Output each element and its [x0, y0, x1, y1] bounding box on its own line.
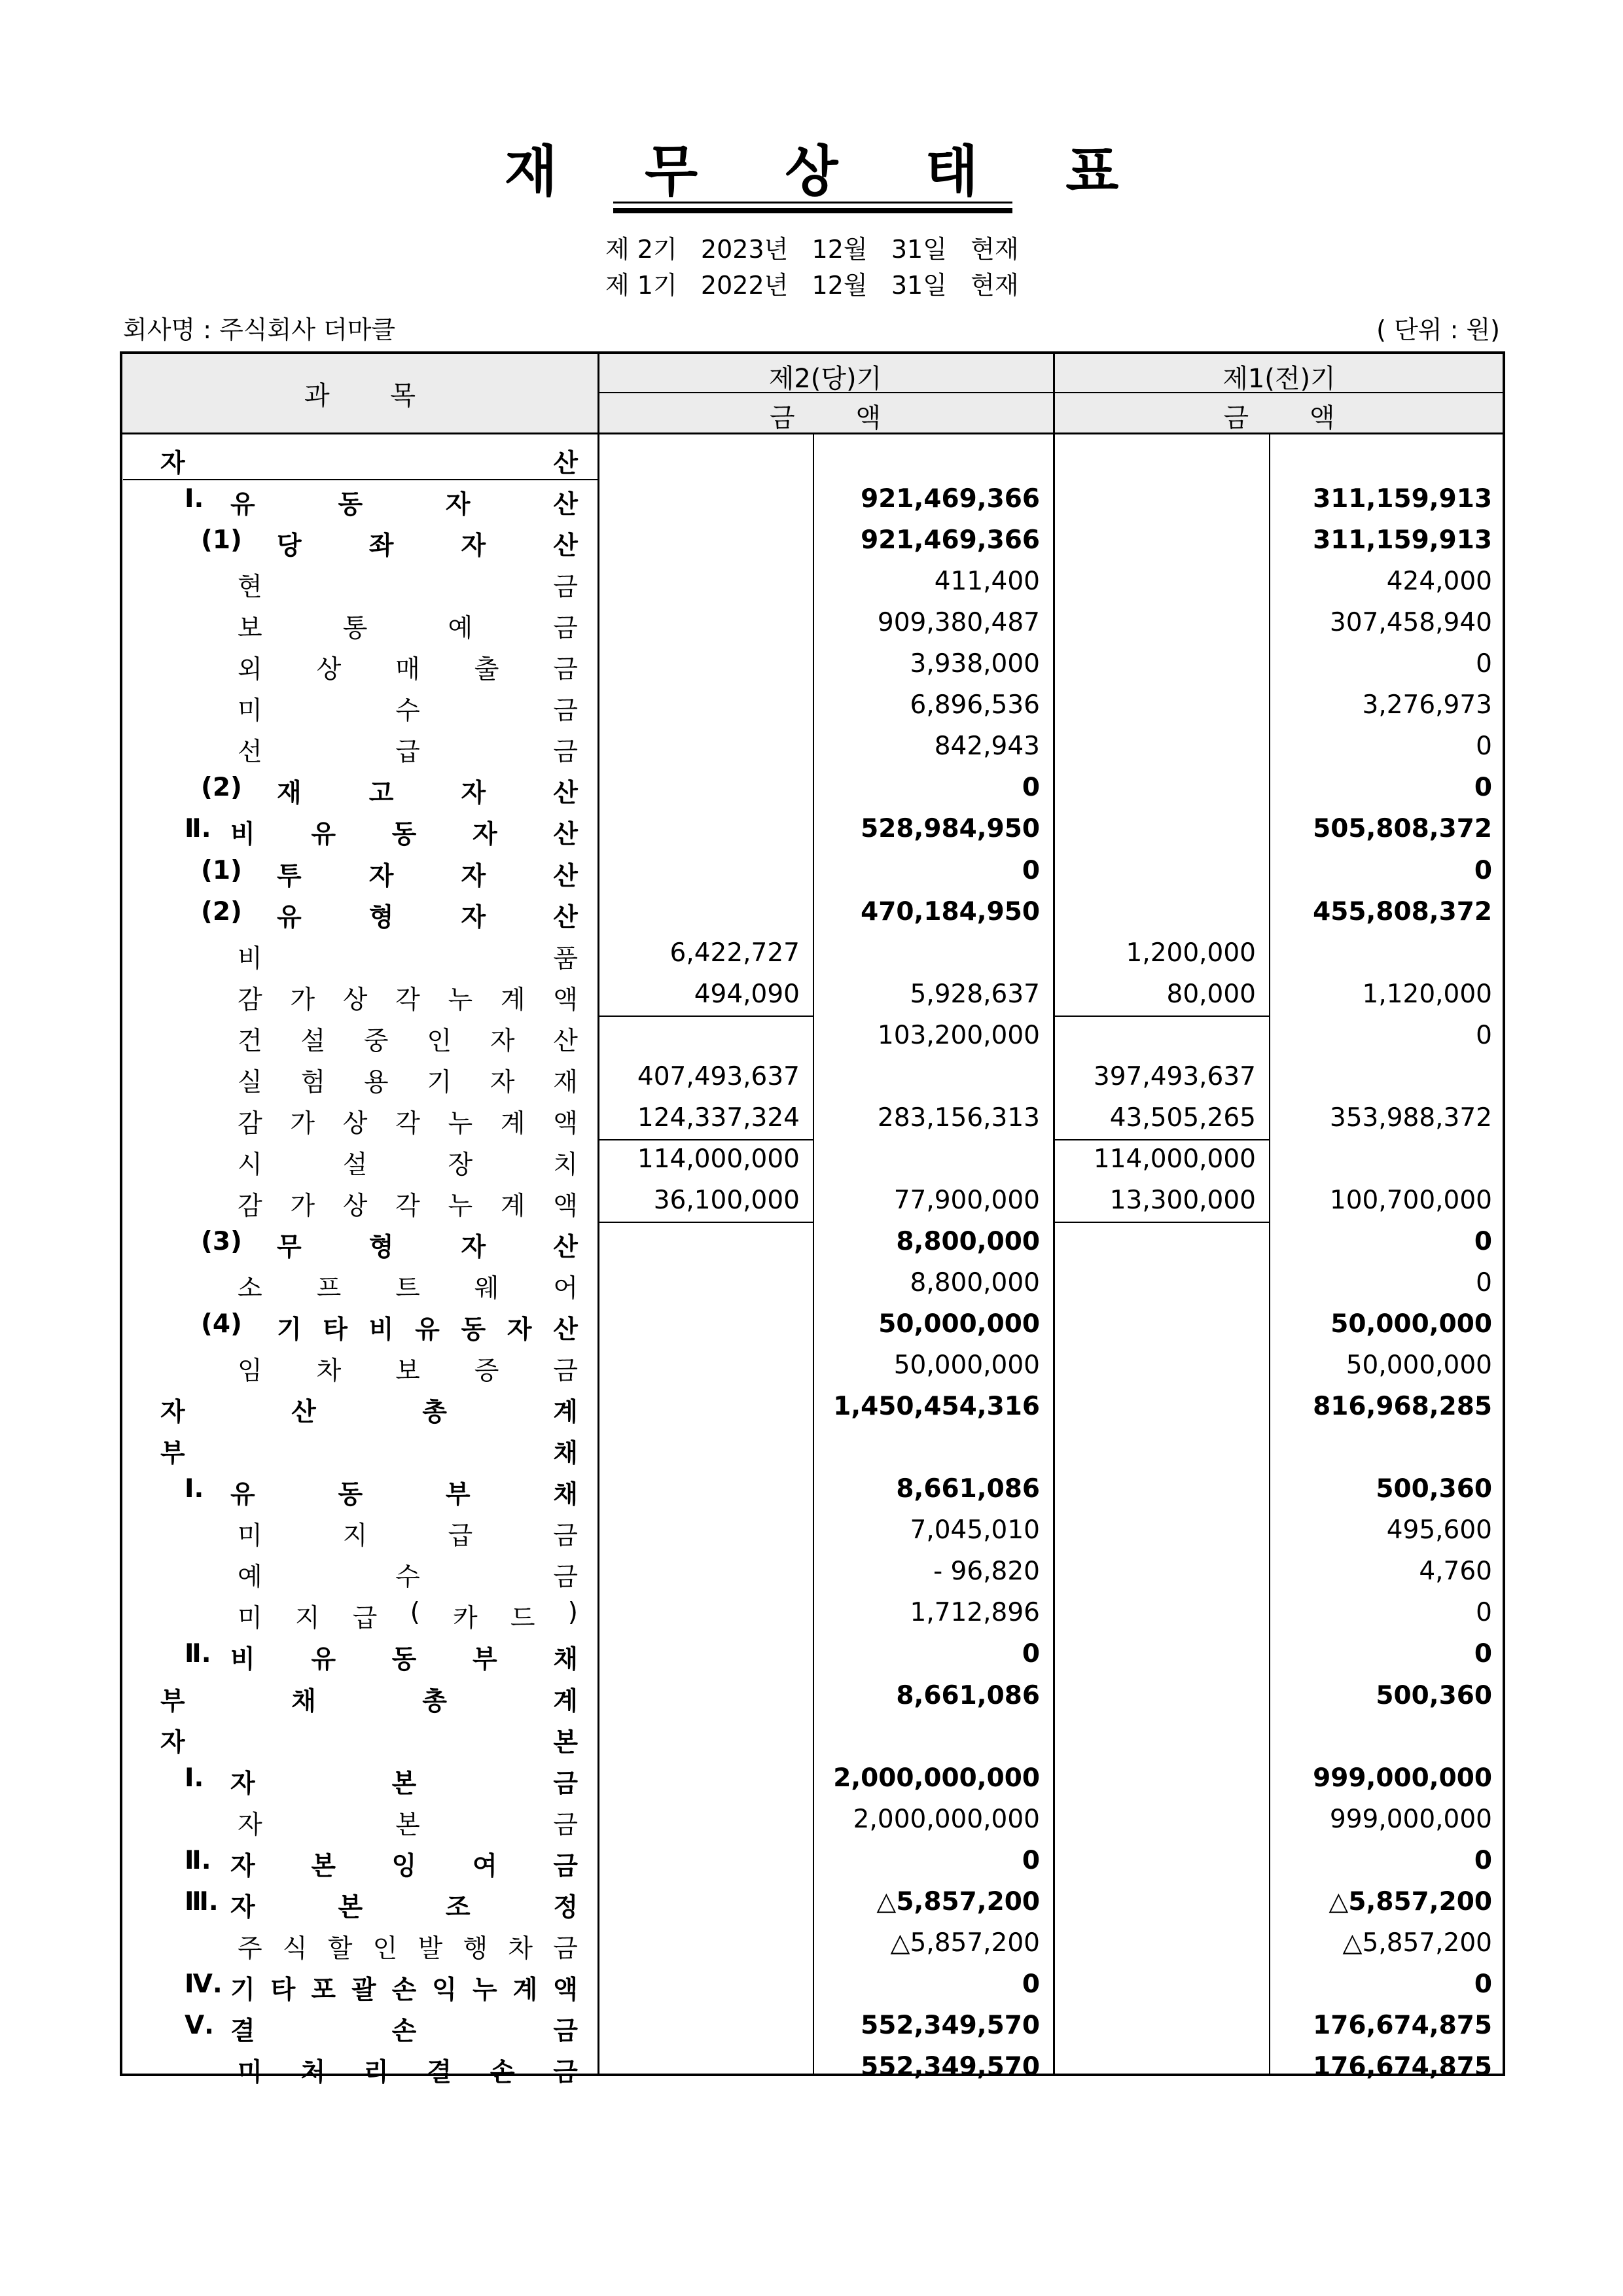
amount-c4: 999,000,000 — [1313, 1763, 1492, 1793]
account-label: 자 본 — [160, 1727, 578, 1757]
amount-c4: 495,600 — [1386, 1515, 1492, 1545]
table-row — [122, 561, 1503, 603]
table-row — [122, 1016, 1503, 1057]
table-row — [122, 1551, 1503, 1593]
account-label: 실 험 용 기 자 재 — [238, 1067, 578, 1097]
table-row — [122, 1717, 1503, 1758]
amount-c2: 8,800,000 — [896, 1226, 1040, 1256]
unit-label: ( 단위 : 원) — [1376, 315, 1500, 344]
subtotal-rule — [1053, 1016, 1269, 1017]
table-row — [122, 603, 1503, 644]
amount-c2: 1,712,896 — [910, 1598, 1040, 1628]
amount-c2: 5,928,637 — [910, 979, 1040, 1009]
account-label: 자 본 잉 여 금 — [230, 1851, 578, 1881]
row-prefix: (3) — [201, 1226, 242, 1256]
amount-c2: △5,857,200 — [890, 1928, 1040, 1958]
account-label: 무 형 자 산 — [277, 1232, 578, 1262]
amount-c2: 7,045,010 — [910, 1515, 1040, 1545]
table-row — [122, 1799, 1503, 1841]
amount-c3: 43,505,265 — [1109, 1103, 1256, 1133]
table-header — [122, 354, 1503, 434]
amount-c2: 6,896,536 — [910, 690, 1040, 720]
amount-c2: 3,938,000 — [910, 649, 1040, 679]
amount-c4: 0 — [1476, 1020, 1492, 1050]
account-label: 감 가 상 각 누 계 액 — [238, 1191, 578, 1221]
amount-c2: 0 — [1022, 1639, 1040, 1669]
amount-c2: 528,984,950 — [861, 814, 1040, 844]
prior-period-line: 제 1기 2022년 12월 31일 현재 — [605, 271, 1019, 300]
account-label: 당 좌 자 산 — [277, 531, 578, 561]
account-label: 보 통 예 금 — [238, 614, 578, 644]
amount-c4: 0 — [1476, 1598, 1492, 1628]
account-label: 자 본 금 — [230, 1769, 578, 1799]
table-row — [122, 644, 1503, 685]
subtotal-rule — [1053, 1139, 1269, 1140]
account-label: 선 급 금 — [238, 737, 578, 768]
amount-c4: 176,674,875 — [1313, 2010, 1492, 2040]
account-label: 감 가 상 각 누 계 액 — [238, 1108, 578, 1139]
table-row — [122, 1139, 1503, 1180]
table-row — [122, 520, 1503, 561]
amount-c2: - 96,820 — [933, 1557, 1040, 1587]
account-label: 주 식 할 인 발 행 차 금 — [238, 1934, 578, 1964]
row-prefix: Ⅰ. — [185, 1763, 204, 1793]
table-row — [122, 2005, 1503, 2047]
amount-c4: 999,000,000 — [1329, 1804, 1492, 1834]
title-underline-thin — [613, 202, 1012, 203]
amount-c2: 2,000,000,000 — [853, 1804, 1040, 1834]
amount-c4: 424,000 — [1386, 567, 1492, 597]
table-row — [122, 1057, 1503, 1098]
table-row — [122, 1841, 1503, 1882]
amount-c4: 0 — [1474, 1226, 1492, 1256]
amount-c2: 909,380,487 — [877, 608, 1040, 638]
account-label: 부 채 — [160, 1439, 578, 1469]
amount-c2: 552,349,570 — [861, 2010, 1040, 2040]
amount-c2: 0 — [1022, 773, 1040, 803]
account-label: 자 본 조 정 — [230, 1892, 578, 1922]
amount-c4: 0 — [1474, 1969, 1492, 1999]
table-row — [122, 1263, 1503, 1304]
account-label: 현 금 — [238, 573, 578, 603]
amount-c4: 505,808,372 — [1313, 814, 1492, 844]
amount-c2: 0 — [1022, 855, 1040, 885]
amount-c4: 353,988,372 — [1329, 1103, 1492, 1133]
amount-c4: 307,458,940 — [1329, 608, 1492, 638]
amount-c4: 500,360 — [1376, 1474, 1492, 1504]
amount-c2: 0 — [1022, 1845, 1040, 1875]
amount-c2: 8,800,000 — [910, 1268, 1040, 1298]
amount-c1: 124,337,324 — [637, 1103, 800, 1133]
amount-c2: 470,184,950 — [861, 896, 1040, 927]
row-prefix: Ⅴ. — [185, 2010, 214, 2040]
amount-c4: △5,857,200 — [1329, 1886, 1492, 1916]
account-label: 재 고 자 산 — [277, 779, 578, 809]
table-row — [122, 1098, 1503, 1139]
amount-c2: 8,661,086 — [896, 1680, 1040, 1710]
company-name: 회사명 : 주식회사 더마클 — [123, 315, 396, 344]
amount-c4: 1,120,000 — [1362, 979, 1492, 1009]
amount-c1: 114,000,000 — [637, 1144, 800, 1174]
subtotal-rule — [597, 1139, 813, 1140]
amount-c4: 3,276,973 — [1362, 690, 1492, 720]
account-label: 예 수 금 — [238, 1563, 578, 1593]
table-row — [122, 768, 1503, 809]
table-row — [122, 1180, 1503, 1222]
amount-c2: 77,900,000 — [893, 1185, 1040, 1215]
account-label: 임 차 보 증 금 — [238, 1356, 578, 1386]
account-label: 자 본 금 — [238, 1810, 578, 1840]
account-label: 비 품 — [238, 944, 578, 974]
row-prefix: Ⅰ. — [185, 1474, 204, 1504]
header-divider — [597, 392, 1503, 393]
amount-c3: 13,300,000 — [1109, 1185, 1256, 1215]
amount-c4: 500,360 — [1376, 1680, 1492, 1710]
header-prior-period: 제1(전)기 — [1222, 364, 1336, 394]
row-prefix: (2) — [201, 896, 242, 927]
account-label: 유 동 자 산 — [230, 490, 578, 520]
amount-c4: 100,700,000 — [1329, 1185, 1492, 1215]
table-row — [122, 1882, 1503, 1923]
table-row — [122, 892, 1503, 933]
table-row — [122, 1304, 1503, 1345]
amount-c3: 1,200,000 — [1126, 938, 1256, 968]
title-underline-thick — [613, 208, 1012, 213]
amount-c2: 411,400 — [934, 567, 1040, 597]
subtotal-rule — [1053, 1222, 1269, 1223]
table-row — [122, 685, 1503, 726]
row-prefix: Ⅱ. — [185, 1845, 211, 1875]
account-label: 소 프 트 웨 어 — [238, 1274, 578, 1303]
account-label: 건 설 중 인 자 산 — [238, 1026, 578, 1056]
row-prefix: (4) — [201, 1309, 242, 1339]
amount-c4: 4,760 — [1419, 1557, 1492, 1587]
table-row — [122, 974, 1503, 1016]
subtotal-rule — [597, 1222, 813, 1223]
header-subject: 과 목 — [304, 381, 442, 411]
amount-c2: 2,000,000,000 — [833, 1763, 1040, 1793]
amount-c2: 1,450,454,316 — [833, 1392, 1040, 1422]
subtotal-rule — [597, 1016, 813, 1017]
amount-c2: 283,156,313 — [877, 1103, 1040, 1133]
account-label: 결 손 금 — [230, 2016, 578, 2046]
amount-c3: 80,000 — [1166, 979, 1256, 1009]
amount-c1: 6,422,727 — [669, 938, 800, 968]
amount-c4: △5,857,200 — [1342, 1928, 1492, 1958]
table-row — [122, 1222, 1503, 1263]
amount-c4: 0 — [1476, 1268, 1492, 1298]
amount-c2: △5,857,200 — [876, 1886, 1040, 1916]
amount-c2: 50,000,000 — [878, 1309, 1040, 1339]
account-label: 투 자 자 산 — [277, 861, 578, 891]
row-prefix: Ⅳ. — [185, 1969, 223, 1999]
account-label: 자 산 — [160, 449, 578, 478]
subtotal-rule — [123, 479, 597, 480]
amount-c4: 0 — [1474, 1639, 1492, 1669]
row-prefix: (2) — [201, 773, 242, 803]
table-row — [122, 1510, 1503, 1551]
table-row — [122, 1758, 1503, 1799]
table-row — [122, 1345, 1503, 1386]
amount-c2: 552,349,570 — [861, 2051, 1040, 2081]
amount-c2: 921,469,366 — [861, 484, 1040, 514]
table-row — [122, 1964, 1503, 2005]
account-label: 미 처 리 결 손 금 — [238, 2057, 578, 2087]
amount-c4: 0 — [1474, 855, 1492, 885]
table-row — [122, 1923, 1503, 1964]
header-current-period: 제2(당)기 — [768, 364, 882, 394]
account-label: 감 가 상 각 누 계 액 — [238, 985, 578, 1015]
table-row — [122, 1634, 1503, 1675]
current-period-line: 제 2기 2023년 12월 31일 현재 — [605, 235, 1019, 264]
account-label: 비 유 동 부 채 — [230, 1645, 578, 1675]
amount-c2: 0 — [1022, 1969, 1040, 1999]
header-current-amount: 금 액 — [770, 403, 907, 433]
table-row — [122, 726, 1503, 768]
row-prefix: Ⅲ. — [185, 1886, 219, 1916]
amount-c4: 455,808,372 — [1313, 896, 1492, 927]
table-row — [122, 2047, 1503, 2088]
amount-c4: 176,674,875 — [1313, 2051, 1492, 2081]
amount-c4: 0 — [1474, 1845, 1492, 1875]
row-prefix: (1) — [201, 855, 242, 885]
account-label: 유 형 자 산 — [277, 902, 578, 932]
account-label: 시 설 장 치 — [238, 1150, 578, 1180]
account-label: 유 동 부 채 — [230, 1480, 578, 1510]
table-row — [122, 1386, 1503, 1428]
account-label: 부 채 총 계 — [160, 1686, 578, 1716]
amount-c2: 921,469,366 — [861, 525, 1040, 556]
header-prior-amount: 금 액 — [1223, 403, 1361, 433]
amount-c4: 50,000,000 — [1346, 1351, 1492, 1381]
row-prefix: Ⅱ. — [185, 1639, 211, 1669]
amount-c4: 0 — [1474, 773, 1492, 803]
account-label: 미 수 금 — [238, 696, 578, 726]
account-label: 자 산 총 계 — [160, 1398, 578, 1428]
amount-c4: 50,000,000 — [1330, 1309, 1492, 1339]
table-row — [122, 933, 1503, 974]
table-row — [122, 1676, 1503, 1717]
amount-c3: 397,493,637 — [1093, 1061, 1256, 1091]
table-row — [122, 1469, 1503, 1510]
amount-c4: 311,159,913 — [1313, 525, 1492, 556]
account-label: 기 타 비 유 동 자 산 — [277, 1315, 578, 1345]
amount-c4: 816,968,285 — [1313, 1392, 1492, 1422]
row-prefix: Ⅰ. — [185, 484, 204, 514]
table-row — [122, 1428, 1503, 1469]
amount-c1: 36,100,000 — [653, 1185, 800, 1215]
amount-c2: 8,661,086 — [896, 1474, 1040, 1504]
account-label: 미 지 급 ( 카 드 ) — [238, 1598, 578, 1634]
row-prefix: (1) — [201, 525, 242, 556]
amount-c1: 407,493,637 — [637, 1061, 800, 1091]
amount-c1: 494,090 — [694, 979, 800, 1009]
account-label: 외 상 매 출 금 — [238, 655, 578, 685]
table-row — [122, 851, 1503, 892]
table-row — [122, 438, 1503, 479]
amount-c4: 0 — [1476, 732, 1492, 762]
account-label: 비 유 동 자 산 — [230, 820, 578, 850]
table-row — [122, 809, 1503, 850]
amount-c2: 103,200,000 — [877, 1020, 1040, 1050]
row-prefix: Ⅱ. — [185, 814, 211, 844]
account-label: 미 지 급 금 — [238, 1521, 578, 1551]
table-row — [122, 479, 1503, 520]
amount-c2: 50,000,000 — [893, 1351, 1040, 1381]
account-label: 기 타 포 괄 손 익 누 계 액 — [230, 1975, 578, 2005]
document-title: 재 무 상 태 표 — [504, 139, 1153, 203]
amount-c3: 114,000,000 — [1093, 1144, 1256, 1174]
amount-c2: 842,943 — [934, 732, 1040, 762]
balance-sheet-table — [120, 351, 1505, 2087]
amount-c4: 0 — [1476, 649, 1492, 679]
amount-c4: 311,159,913 — [1313, 484, 1492, 514]
table-row — [122, 1593, 1503, 1634]
